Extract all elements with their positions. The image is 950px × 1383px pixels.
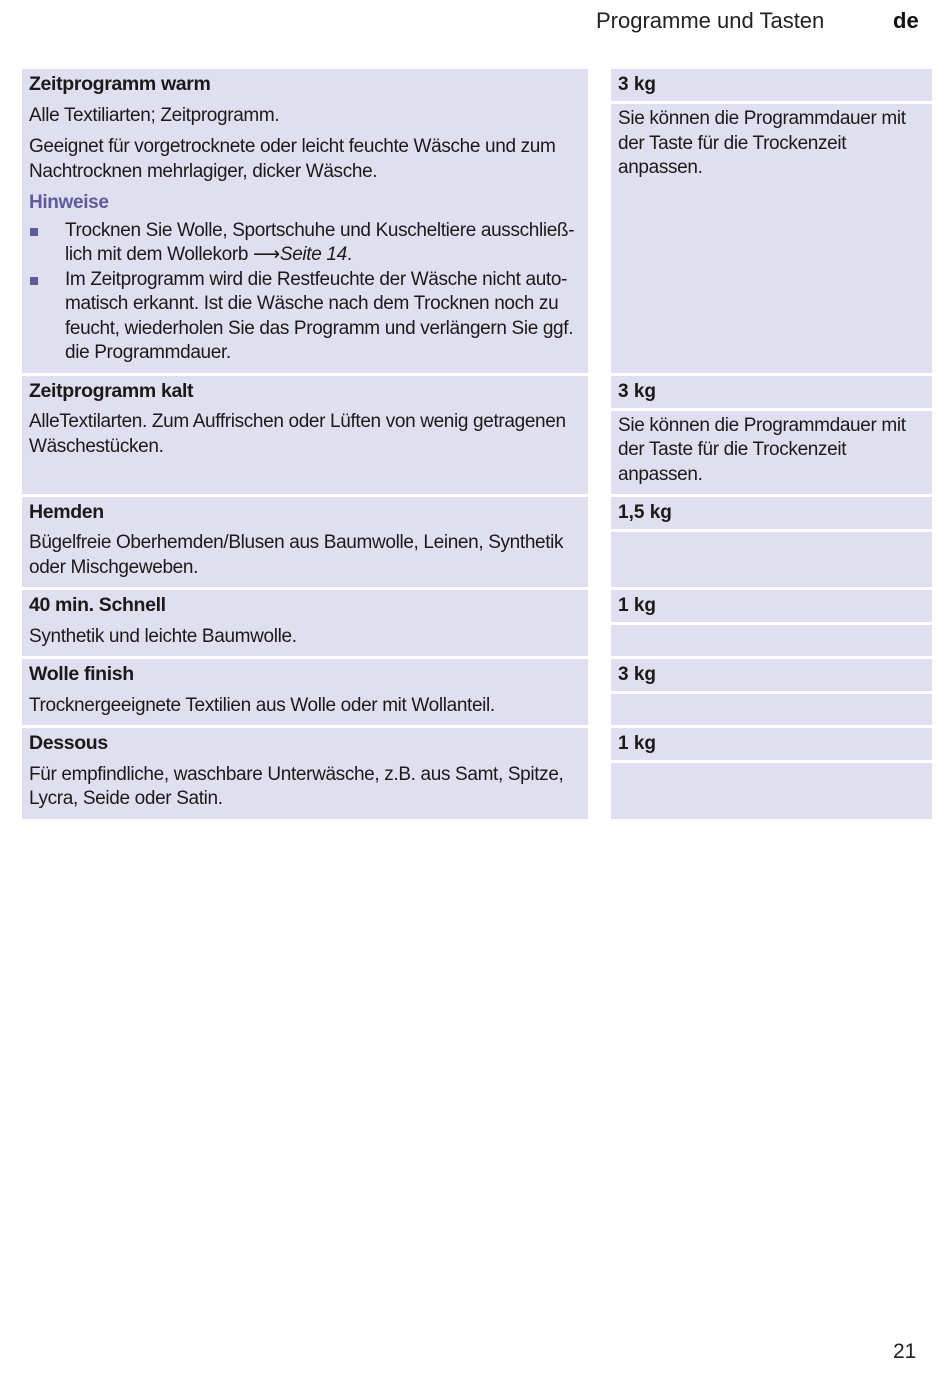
program-description-cell	[22, 728, 588, 819]
program-meta-cell	[611, 376, 932, 494]
program-paragraph: Bügelfreie Oberhemden/Blusen aus Baumwolle, Leinen, Synthetik oder Mischgeweben.	[29, 532, 564, 578]
program-title: Dessous	[29, 732, 108, 754]
program-row	[22, 69, 932, 373]
language-code: de	[893, 8, 919, 33]
program-description-cell	[22, 659, 588, 725]
program-row	[22, 376, 932, 494]
load-capacity: 3 kg	[611, 659, 932, 691]
program-description-cell	[22, 69, 588, 373]
program-description-cell	[22, 590, 588, 656]
program-paragraph: Alle Textiliarten; Zeitprogramm.	[29, 104, 280, 126]
square-bullet-icon	[30, 228, 38, 236]
program-paragraph: AlleTextilarten. Zum Auffrischen oder Lüften von wenig getragenen Wäschestücken.	[29, 411, 566, 457]
note-item	[29, 219, 581, 268]
load-capacity: 3 kg	[611, 376, 932, 408]
note-text: Im Zeitprogramm wird die Restfeuchte der Wäsche nicht automatisch erkannt. Ist die Wäsche nach dem Trocknen noch zu feucht, wiederholen Sie das Programm und verlängern Sie ggf. die Programmdauer.	[65, 268, 574, 363]
program-paragraph: Geeignet für vorgetrocknete oder leicht feuchte Wäsche und zum Nachtrocknen mehrlagiger, dicker Wäsche.	[29, 136, 556, 182]
program-info: Sie können die Programmdauer mit der Taste für die Trockenzeit anpassen.	[611, 411, 932, 494]
program-meta-cell	[611, 659, 932, 725]
program-description-cell	[22, 497, 588, 588]
program-title: Hemden	[29, 500, 104, 523]
program-meta-cell	[611, 497, 932, 588]
load-capacity: 1,5 kg	[611, 497, 932, 529]
program-info: Sie können die Programmdauer mit der Taste für die Trockenzeit anpassen.	[611, 104, 932, 373]
page-number: 21	[893, 1340, 917, 1363]
program-row	[22, 659, 932, 725]
program-description-cell	[22, 376, 588, 494]
square-bullet-icon	[30, 277, 38, 285]
program-row	[22, 497, 932, 588]
program-info	[611, 625, 932, 656]
page-reference-link[interactable]: Seite 14	[279, 244, 347, 265]
program-info	[611, 694, 932, 725]
program-title: 40 min. Schnell	[29, 594, 166, 616]
load-capacity: 3 kg	[611, 69, 932, 101]
program-title: Zeitprogramm kalt	[29, 379, 194, 402]
program-meta-cell	[611, 590, 932, 656]
program-paragraph: Für empfindliche, waschbare Unterwäsche, z.B. aus Samt, Spitze, Lycra, Seide oder Satin.	[29, 763, 564, 809]
program-title: Zeitprogramm warm	[29, 73, 211, 95]
program-row	[22, 590, 932, 656]
arrow-icon: ⟶	[253, 244, 280, 265]
load-capacity: 1 kg	[611, 728, 932, 760]
program-paragraph: Trocknergeeignete Textilien aus Wolle oder mit Wollanteil.	[29, 694, 495, 716]
page-header-title: Programme und Tasten	[596, 8, 825, 33]
program-title: Wolle finish	[29, 663, 134, 685]
program-meta-cell	[611, 728, 932, 819]
note-text: Trocknen Sie Wolle, Sportschuhe und Kuscheltiere ausschließlich mit dem Wollekorb ⟶Seite 14.	[65, 219, 575, 265]
program-meta-cell	[611, 69, 932, 373]
note-item	[29, 268, 581, 366]
load-capacity: 1 kg	[611, 590, 932, 622]
program-paragraph: Synthetik und leichte Baumwolle.	[29, 625, 297, 647]
program-table	[22, 69, 932, 822]
notes-heading: Hinweise	[29, 192, 109, 213]
program-row	[22, 728, 932, 819]
program-info	[611, 532, 932, 588]
program-info	[611, 763, 932, 819]
